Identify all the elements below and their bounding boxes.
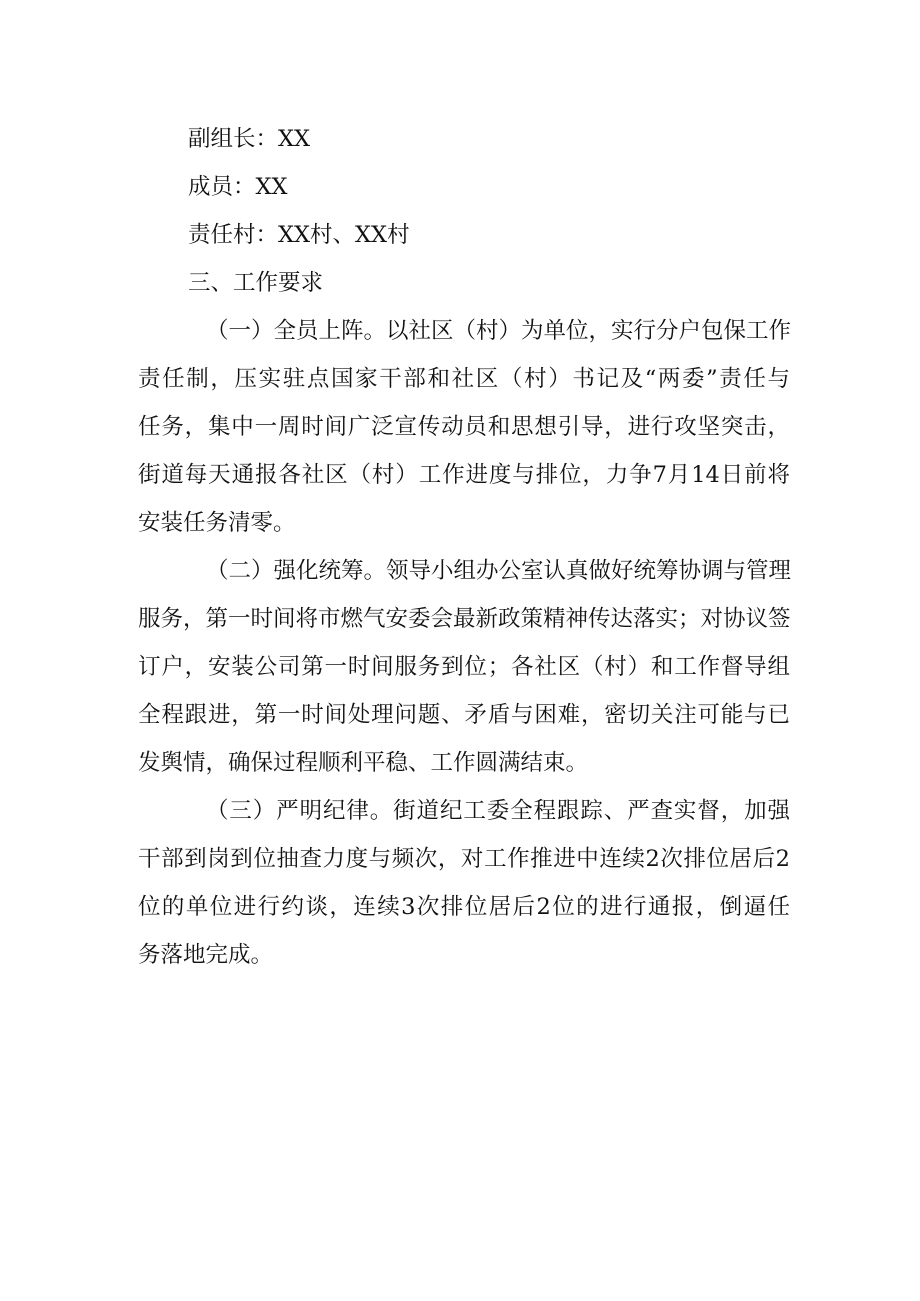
paragraph-line: （三）严明纪律。街道纪工委全程跟踪、严查实督，加强 (206, 798, 790, 824)
paragraph-line: 位的单位进行约谈，连续3次排位居后2位的进行通报，倒逼任 (138, 894, 790, 920)
paragraph-line: 任务，集中一周时间广泛宣传动员和思想引导，进行攻坚突击， (138, 414, 790, 440)
responsible-villages-line: 责任村：XX村、XX村 (188, 222, 410, 248)
paragraph-line: 责任制，压实驻点国家干部和社区（村）书记及“两委”责任与 (138, 366, 790, 392)
paragraph-line: 发舆情，确保过程顺利平稳、工作圆满结束。 (138, 750, 589, 776)
deputy-leader-line: 副组长：XX (188, 126, 311, 152)
paragraph-line: 干部到岗到位抽查力度与频次，对工作推进中连续2次排位居后2 (138, 846, 790, 872)
paragraph-line: 服务，第一时间将市燃气安委会最新政策精神传达落实；对协议签 (138, 606, 791, 632)
paragraph-line: 街道每天通报各社区（村）工作进度与排位，力争7月14日前将 (138, 462, 790, 488)
members-line: 成员：XX (188, 174, 288, 200)
document-body (138, 115, 790, 979)
paragraph-coordination (138, 547, 790, 787)
paragraph-line: 安装任务清零。 (138, 510, 296, 536)
paragraph-line: （二）强化统筹。领导小组办公室认真做好统筹协调与管理 (206, 558, 792, 584)
paragraph-line: 务落地完成。 (138, 942, 274, 968)
paragraph-all-staff (138, 307, 790, 547)
paragraph-line: 订户，安装公司第一时间服务到位；各社区（村）和工作督导组 (138, 654, 790, 680)
section-heading: 三、工作要求 (188, 270, 324, 296)
paragraph-line: （一）全员上阵。以社区（村）为单位，实行分户包保工作 (206, 318, 792, 344)
paragraph-discipline (138, 787, 790, 979)
paragraph-line: 全程跟进，第一时间处理问题、矛盾与困难，密切关注可能与已 (138, 702, 790, 728)
